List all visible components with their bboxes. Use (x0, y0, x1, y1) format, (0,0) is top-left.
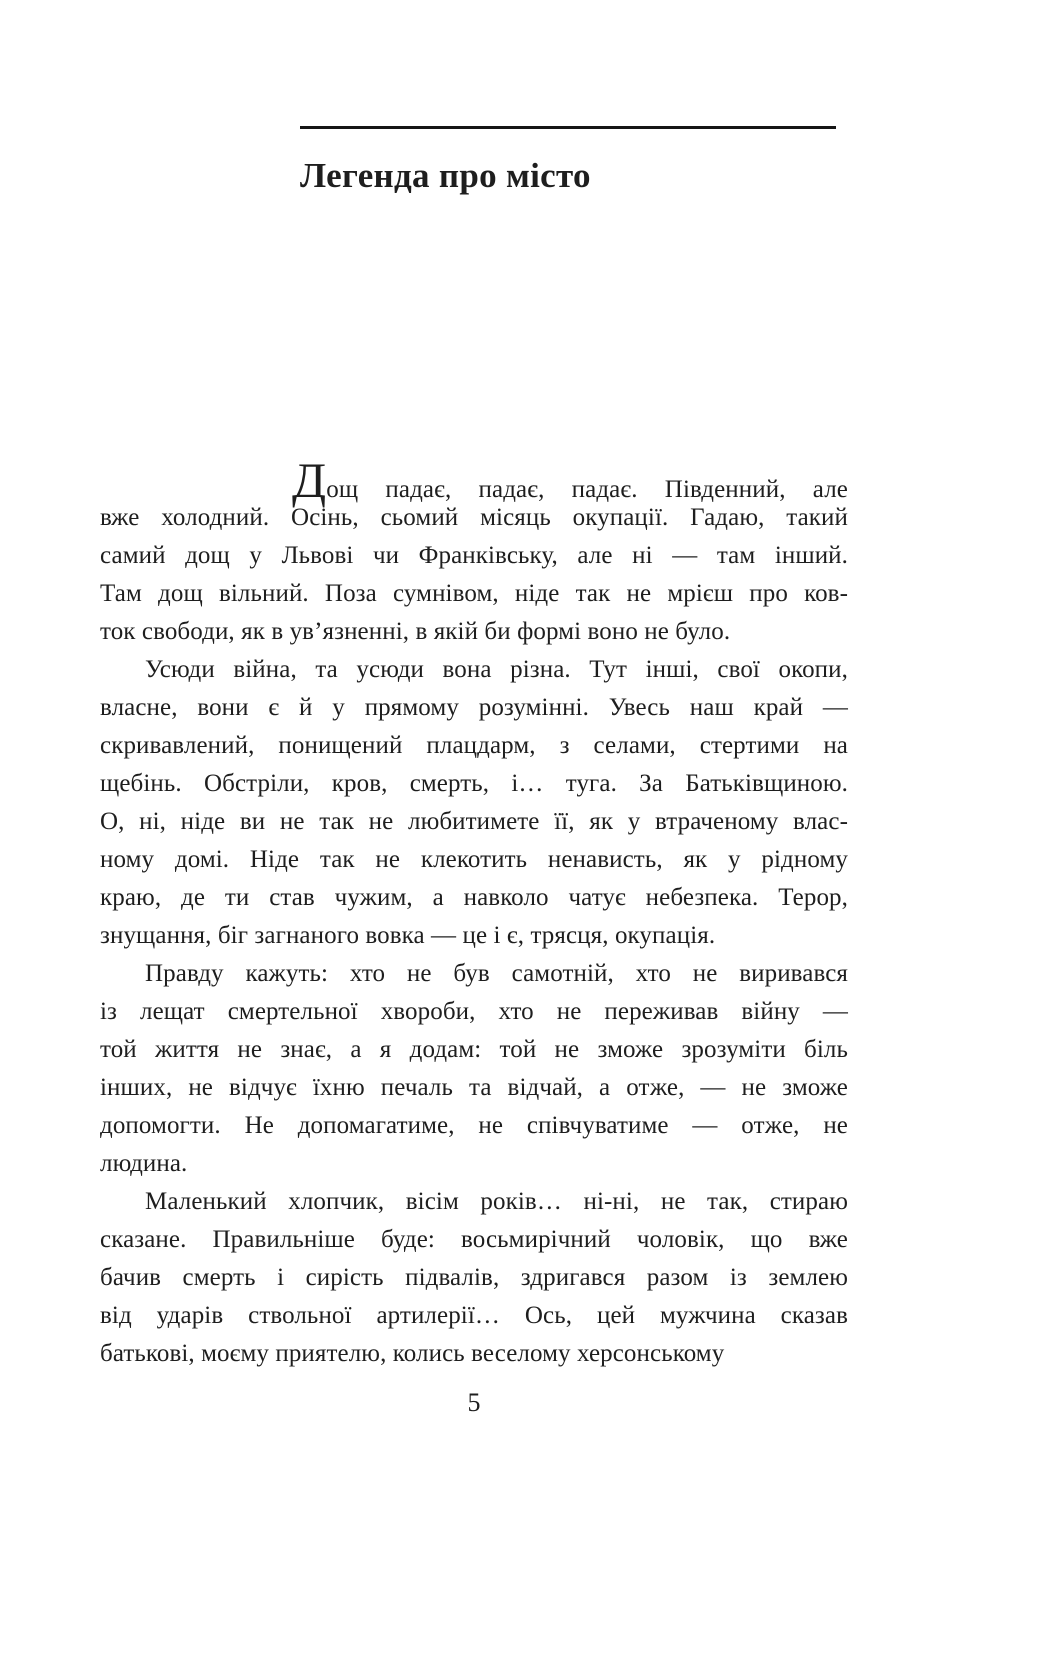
paragraph (100, 651, 848, 955)
page-number: 5 (467, 1388, 481, 1417)
text-line: власне, вони є й у прямому розумінні. Увесь наш край — (100, 694, 848, 721)
text-line-rest: ощ падає, падає, падає. Південний, але (326, 476, 848, 503)
text-line: із лещат смертельної хвороби, хто не переживав війну — (100, 998, 848, 1025)
text-line: людина. (100, 1150, 188, 1177)
text-line: О, ні, ніде ви не так не любитимете її, як у втраченому влас- (100, 808, 848, 835)
chapter-divider-rule (300, 126, 836, 129)
paragraph (100, 1183, 848, 1373)
paragraph (100, 452, 848, 651)
text-line: від ударів ствольної артилерії… Ось, цей мужчина сказав (100, 1302, 848, 1329)
text-line: Там дощ вільний. Поза сумнівом, ніде так не мрієш про ков- (100, 580, 848, 607)
text-line: скривавлений, понищений плацдарм, з селами, стертими на (100, 732, 848, 759)
chapter-title: Легенда про місто (300, 156, 591, 195)
paragraph (100, 955, 848, 1183)
text-line: той життя не знає, а я додам: той не зможе зрозуміти біль (100, 1036, 848, 1063)
text-line: ток свободи, як в ув’язненні, в якій би формі воно не було. (100, 618, 731, 645)
text-line: знущання, біг загнаного вовка — це і є, трясця, окупація. (100, 922, 716, 949)
text-line: Усюди війна, та усюди вона різна. Тут інші, свої окопи, (145, 656, 848, 683)
text-line: щебінь. Обстріли, кров, смерть, і… туга. За Батьківщиною. (100, 770, 848, 797)
text-line: бачив смерть і сирість підвалів, здригався разом із землею (100, 1264, 848, 1291)
text-line: Правду кажуть: хто не був самотній, хто не виривався (145, 960, 848, 987)
text-line: допомогти. Не допомагатиме, не співчуватиме — отже, не (100, 1112, 848, 1139)
text-line: батькові, моєму приятелю, колись веселому херсонському (100, 1340, 725, 1367)
text-line: інших, не відчує їхню печаль та відчай, а отже, — не зможе (100, 1074, 848, 1101)
drop-cap: Д (292, 452, 327, 508)
body-text (100, 452, 848, 1373)
text-line: вже холодний. Осінь, сьомий місяць окупації. Гадаю, такий (100, 504, 848, 531)
text-line: сказане. Правильніше буде: восьмирічний чоловік, що вже (100, 1226, 848, 1253)
text-line: краю, де ти став чужим, а навколо чатує небезпека. Терор, (100, 884, 848, 911)
text-line: ному домі. Ніде так не клекотить ненависть, як у рідному (100, 846, 848, 873)
text-line (100, 452, 848, 508)
text-line: Маленький хлопчик, вісім років… ні-ні, не так, стираю (145, 1188, 848, 1215)
text-line: самий дощ у Львові чи Франківську, але ні — там інший. (100, 542, 848, 569)
